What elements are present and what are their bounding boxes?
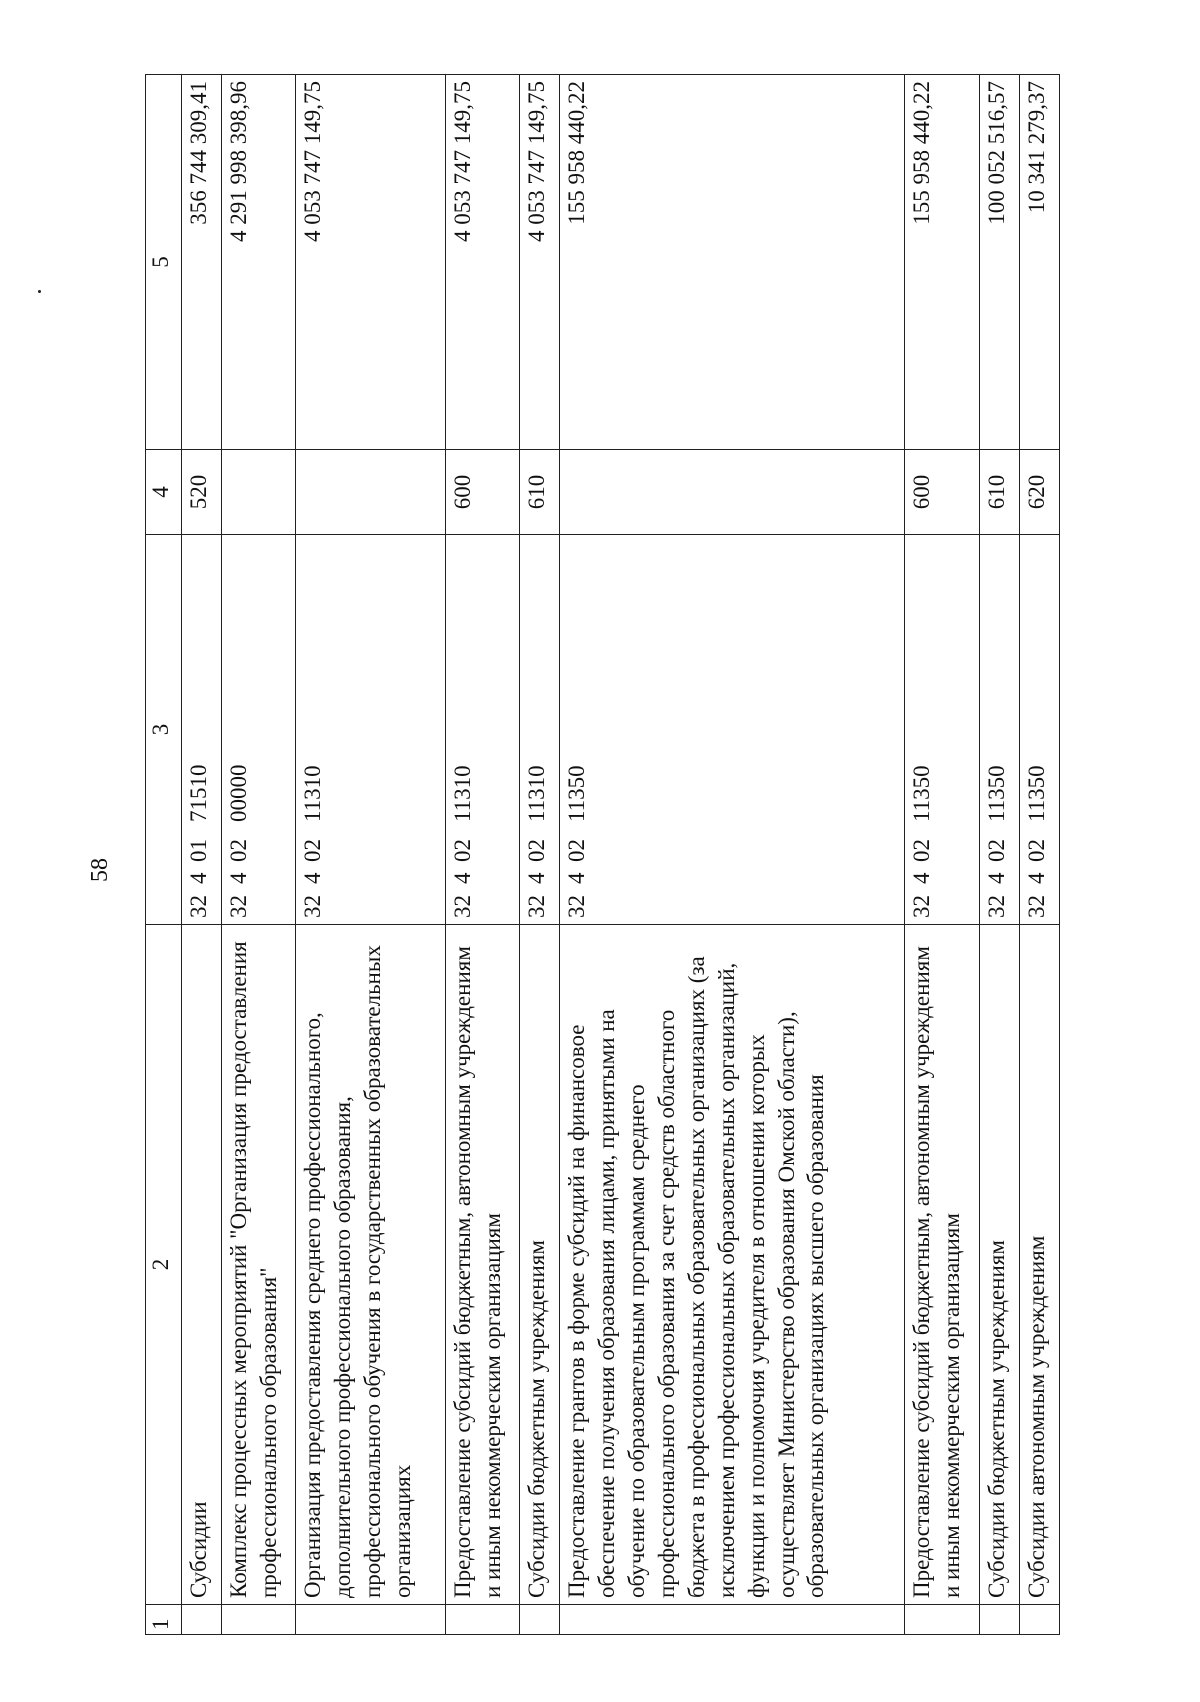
row-sum: 356 744 309,41 [181, 75, 221, 450]
header-row [146, 75, 182, 1635]
row-sum: 4 053 747 149,75 [445, 75, 519, 450]
row-code [296, 535, 445, 925]
table-row [221, 75, 295, 1635]
code-part: 02 [564, 839, 590, 862]
row-col1 [979, 1605, 1019, 1635]
table-row [296, 75, 445, 1635]
scan-speck [38, 290, 41, 293]
row-sum: 4 053 747 149,75 [296, 75, 445, 450]
code-part: 71510 [185, 764, 211, 822]
code-part: 01 [185, 839, 211, 862]
row-name: Предоставление субсидий бюджетным, автономным учреждениям и иным некоммерческим организациям [905, 925, 979, 1605]
row-name: Организация предоставления среднего профессионального, дополнительного профессионального образования, профессионального обучения в государственных образовательных организациях [296, 925, 445, 1605]
code-part: 32 [185, 895, 211, 918]
row-code [445, 535, 519, 925]
code-part: 02 [300, 839, 326, 862]
table-row [1019, 75, 1059, 1635]
table-row [979, 75, 1019, 1635]
row-vr: 600 [445, 450, 519, 535]
code-part: 32 [300, 895, 326, 918]
row-code [520, 535, 560, 925]
row-code [181, 535, 221, 925]
code-part: 00000 [225, 764, 251, 822]
rotated-table-container [145, 75, 1060, 1635]
code-part: 4 [225, 872, 251, 884]
code-part: 02 [909, 839, 935, 862]
code-part: 32 [1023, 895, 1049, 918]
code-part: 02 [983, 839, 1009, 862]
code-part: 4 [185, 872, 211, 884]
row-col1 [520, 1605, 560, 1635]
row-col1 [1019, 1605, 1059, 1635]
code-part: 11350 [909, 765, 935, 822]
table-row [560, 75, 905, 1635]
row-code [560, 535, 905, 925]
row-col1 [221, 1605, 295, 1635]
row-vr: 610 [520, 450, 560, 535]
code-part: 32 [225, 895, 251, 918]
budget-table [145, 74, 1060, 1635]
row-col1 [296, 1605, 445, 1635]
table-row [181, 75, 221, 1635]
header-col-5: 5 [146, 75, 182, 450]
code-part: 11310 [449, 765, 475, 822]
row-name: Субсидии [181, 925, 221, 1605]
row-vr [296, 450, 445, 535]
row-vr: 520 [181, 450, 221, 535]
row-code [905, 535, 979, 925]
code-part: 11350 [1023, 765, 1049, 822]
code-part: 4 [983, 872, 1009, 884]
row-name: Субсидии автономным учреждениям [1019, 925, 1059, 1605]
code-part: 4 [449, 872, 475, 884]
table-row [445, 75, 519, 1635]
code-part: 11310 [300, 765, 326, 822]
page-number: 58 [87, 858, 113, 882]
row-vr [221, 450, 295, 535]
row-code [221, 535, 295, 925]
code-part: 32 [564, 895, 590, 918]
row-code [979, 535, 1019, 925]
row-name: Субсидии бюджетным учреждениям [979, 925, 1019, 1605]
code-part: 4 [909, 872, 935, 884]
code-part: 11350 [564, 765, 590, 822]
table-row [905, 75, 979, 1635]
row-sum: 4 291 998 398,96 [221, 75, 295, 450]
code-part: 4 [1023, 872, 1049, 884]
table-row [520, 75, 560, 1635]
code-part: 4 [524, 872, 550, 884]
row-vr: 600 [905, 450, 979, 535]
row-sum: 155 958 440,22 [560, 75, 905, 450]
code-part: 32 [449, 895, 475, 918]
code-part: 32 [909, 895, 935, 918]
row-name: Предоставление грантов в форме субсидий на финансовое обеспечение получения образования лицами, принятыми на обучение по образовательным программам среднего профессионального образования за счет средств областного бюджета в профессиональных образовательных организациях (за исключением профессиональных образовательных организаций, функции и полномочия учредителя в отношении которых осуществляет Министерство образования Омской области), образовательных организациях высшего образования [560, 925, 905, 1605]
header-col-4: 4 [146, 450, 182, 535]
code-part: 02 [449, 839, 475, 862]
row-name: Предоставление субсидий бюджетным, автономным учреждениям и иным некоммерческим организациям [445, 925, 519, 1605]
row-code [1019, 535, 1059, 925]
row-sum: 4 053 747 149,75 [520, 75, 560, 450]
code-part: 02 [1023, 839, 1049, 862]
code-part: 4 [564, 872, 590, 884]
header-col-1: 1 [146, 1605, 182, 1635]
code-part: 11350 [983, 765, 1009, 822]
code-part: 11310 [524, 765, 550, 822]
header-col-3: 3 [146, 535, 182, 925]
row-col1 [445, 1605, 519, 1635]
row-name: Комплекс процессных мероприятий "Организация предоставления профессионального образования" [221, 925, 295, 1605]
row-name: Субсидии бюджетным учреждениям [520, 925, 560, 1605]
code-part: 32 [524, 895, 550, 918]
row-sum: 155 958 440,22 [905, 75, 979, 450]
row-col1 [181, 1605, 221, 1635]
code-part: 02 [524, 839, 550, 862]
row-vr [560, 450, 905, 535]
code-part: 02 [225, 839, 251, 862]
row-vr: 620 [1019, 450, 1059, 535]
row-col1 [560, 1605, 905, 1635]
code-part: 4 [300, 872, 326, 884]
row-sum: 100 052 516,57 [979, 75, 1019, 450]
row-col1 [905, 1605, 979, 1635]
row-sum: 10 341 279,37 [1019, 75, 1059, 450]
header-col-2: 2 [146, 925, 182, 1605]
code-part: 32 [983, 895, 1009, 918]
row-vr: 610 [979, 450, 1019, 535]
